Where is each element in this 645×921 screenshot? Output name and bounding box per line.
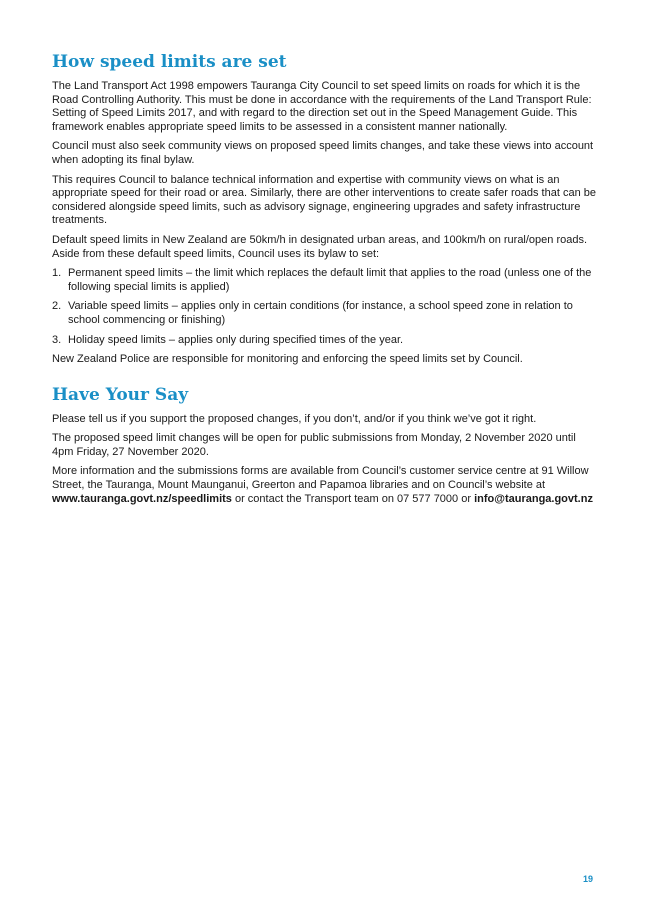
paragraph-text: or contact the Transport team on 07 577 7000 or [231,492,475,505]
list-item-text: Variable speed limits – applies only in certain conditions (for instance, a school speed zone in relation to school commencing or finishing) [68,300,573,326]
document-page [52,52,597,512]
paragraph-text: More information and the submissions forms are available from Council’s customer service centre at 91 Willow Street, the Tauranga, Mount Maunganui, Greerton and Papamoa libraries and on Council’s website at [52,465,589,492]
section-heading-have-your-say: Have Your Say [52,384,189,405]
email-link[interactable]: info@tauranga.govt.nz [474,492,593,505]
paragraph: Default speed limits in New Zealand are 50km/h in designated urban areas, and 100km/h on rural/open roads. Aside from these default speed limits, Council uses its bylaw to set: [52,233,588,260]
list-item [52,300,597,327]
section-heading-speed-limits: How speed limits are set [52,52,287,72]
website-link[interactable]: www.tauranga.govt.nz/speedlimits [52,492,232,505]
list-number: 1. [52,267,62,280]
paragraph: Please tell us if you support the proposed changes, if you don’t, and/or if you think we’ve got it right. [52,412,537,425]
page-number: 19 [582,874,593,884]
list-item [52,334,597,348]
paragraph: New Zealand Police are responsible for monitoring and enforcing the speed limits set by Council. [52,353,523,366]
paragraph: The Land Transport Act 1998 empowers Tauranga City Council to set speed limits on roads for which it is the Road Controlling Authority. This must be done in accordance with the requirements of the Land Transport Rule: Setting of Speed Limits 2017, and with regard to the direction set out in the Speed Management Guide. This framework enables appropriate speed limits to be assessed in a consistent manner nationally. [52,80,592,133]
list-number: 2. [52,300,62,313]
paragraph [52,465,597,506]
list-item-text: Holiday speed limits – applies only during specified times of the year. [68,333,404,346]
paragraph: Council must also seek community views on proposed speed limits changes, and take these views into account when adopting its final bylaw. [52,140,594,166]
speed-limit-types-list [52,267,597,347]
list-item [52,267,597,294]
list-item-text: Permanent speed limits – the limit which replaces the default limit that applies to the road (unless one of the following special limits is applied) [68,267,592,293]
paragraph: This requires Council to balance technical information and expertise with community views on what is an appropriate speed for their road or area. Similarly, there are other interventions to create safer roads that can be considered alongside speed limits, such as advisory signage, engineering upgrades and safety infrastructure treatments. [52,173,596,227]
list-number: 3. [52,333,62,346]
paragraph: The proposed speed limit changes will be open for public submissions from Monday, 2 November 2020 until 4pm Friday, 27 November 2020. [52,432,576,458]
